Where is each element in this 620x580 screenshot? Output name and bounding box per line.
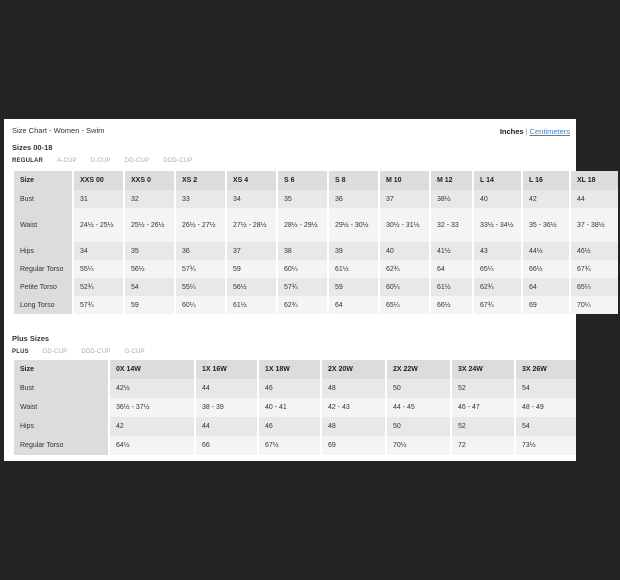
measurement-cell: 72 [452,436,514,455]
measurement-cell: 37 - 38½ [571,208,618,242]
measurement-cell: 50 [387,417,450,436]
regular-sizes-heading: Sizes 00-18 [12,143,53,152]
table-row [14,242,618,260]
measurement-cell: 48 - 49 [516,398,576,417]
size-header-cell: M 12 [431,171,472,190]
row-label: Regular Torso [14,436,108,455]
row-label: Waist [14,208,72,242]
unit-toggle [500,127,570,136]
measurement-cell: 44 [196,417,257,436]
measurement-cell: 42 [110,417,194,436]
regular-cup-tabs [12,158,192,164]
measurement-cell: 64 [431,260,472,278]
measurement-cell: 37 [227,242,276,260]
regular-tab-ddd-cup[interactable]: DDD-CUP [163,158,193,164]
measurement-cell: 52¾ [74,278,123,296]
measurement-cell: 54 [125,278,174,296]
measurement-cell: 40 [380,242,429,260]
measurement-cell: 38½ [431,190,472,208]
measurement-cell: 33½ - 34½ [474,208,521,242]
table-row [14,260,618,278]
plus-sizes-heading: Plus Sizes [12,334,50,343]
measurement-cell: 57¾ [278,278,327,296]
regular-tab-d-cup[interactable]: D-CUP [90,158,111,164]
measurement-cell: 64½ [110,436,194,455]
measurement-cell: 40 [474,190,521,208]
size-chart-panel [4,119,605,461]
measurement-cell: 48 [322,417,385,436]
size-header-cell: XL 18 [571,171,618,190]
size-header-cell: 3X 26W [516,360,576,379]
measurement-cell: 24½ - 25½ [74,208,123,242]
plus-cup-tabs [12,349,145,355]
measurement-cell: 59 [329,278,378,296]
measurement-cell: 37 [380,190,429,208]
measurement-cell: 70¼ [571,296,618,314]
row-label: Bust [14,379,108,398]
measurement-cell: 56½ [227,278,276,296]
measurement-cell: 42 [523,190,569,208]
row-label: Petite Torso [14,278,72,296]
measurement-cell: 50 [387,379,450,398]
table-row [14,436,576,455]
measurement-cell: 73½ [516,436,576,455]
size-column-header: Size [14,171,72,190]
measurement-cell: 44 [571,190,618,208]
size-header-cell: 1X 16W [196,360,257,379]
size-header-cell: S 8 [329,171,378,190]
measurement-cell: 38 - 39 [196,398,257,417]
measurement-cell: 26½ - 27½ [176,208,225,242]
measurement-cell: 34 [74,242,123,260]
row-label: Hips [14,242,72,260]
measurement-cell: 66½ [431,296,472,314]
measurement-cell: 28½ - 29½ [278,208,327,242]
measurement-cell: 27½ - 28½ [227,208,276,242]
table-row [14,296,618,314]
measurement-cell: 46½ [571,242,618,260]
measurement-cell: 44 - 45 [387,398,450,417]
measurement-cell: 54 [516,379,576,398]
size-header-cell: 1X 18W [259,360,320,379]
measurement-cell: 61½ [227,296,276,314]
measurement-cell: 29½ - 30½ [329,208,378,242]
measurement-cell: 64 [329,296,378,314]
regular-tab-a-cup[interactable]: A-CUP [57,158,77,164]
measurement-cell: 35 [278,190,327,208]
measurement-cell: 52 [452,379,514,398]
measurement-cell: 70½ [387,436,450,455]
measurement-cell: 25½ - 26½ [125,208,174,242]
measurement-cell: 65¼ [380,296,429,314]
size-header-cell: L 16 [523,171,569,190]
measurement-cell: 55¼ [74,260,123,278]
row-label: Regular Torso [14,260,72,278]
measurement-cell: 34 [227,190,276,208]
size-header-cell: XS 4 [227,171,276,190]
measurement-cell: 30½ - 31½ [380,208,429,242]
table-row [14,398,576,417]
measurement-cell: 55¼ [176,278,225,296]
regular-tab-regular[interactable]: REGULAR [12,158,44,164]
table-row [14,379,576,398]
measurement-cell: 66½ [523,260,569,278]
size-header-cell: M 10 [380,171,429,190]
page-title: Size Chart - Women - Swim [12,126,105,135]
measurement-cell: 67¾ [571,260,618,278]
measurement-cell: 62¾ [380,260,429,278]
regular-tab-dd-cup[interactable]: DD-CUP [124,158,150,164]
measurement-cell: 36 [176,242,225,260]
size-header-cell: L 14 [474,171,521,190]
measurement-cell: 69 [322,436,385,455]
table-header-row [14,360,576,379]
measurement-cell: 32 - 33 [431,208,472,242]
measurement-cell: 65¼ [571,278,618,296]
size-header-cell: 0X 14W [110,360,194,379]
size-header-cell: S 6 [278,171,327,190]
size-header-cell: 3X 24W [452,360,514,379]
measurement-cell: 62¾ [474,278,521,296]
unit-separator: | [525,127,528,136]
row-label: Long Torso [14,296,72,314]
measurement-cell: 42 - 43 [322,398,385,417]
size-column-header: Size [14,360,108,379]
measurement-cell: 32 [125,190,174,208]
measurement-cell: 54 [516,417,576,436]
plus-size-table [12,360,578,455]
measurement-cell: 43 [474,242,521,260]
size-header-cell: XXS 0 [125,171,174,190]
measurement-cell: 40 - 41 [259,398,320,417]
measurement-cell: 39 [329,242,378,260]
measurement-cell: 67½ [259,436,320,455]
size-header-cell: 2X 22W [387,360,450,379]
measurement-cell: 35 [125,242,174,260]
measurement-cell: 35 - 36½ [523,208,569,242]
size-header-cell: XXS 00 [74,171,123,190]
measurement-cell: 41½ [431,242,472,260]
measurement-cell: 61½ [329,260,378,278]
measurement-cell: 46 [259,417,320,436]
measurement-cell: 64 [523,278,569,296]
measurement-cell: 44½ [523,242,569,260]
plus-tab-plus[interactable]: PLUS [12,349,29,355]
measurement-cell: 61½ [431,278,472,296]
size-header-cell: XS 2 [176,171,225,190]
row-label: Waist [14,398,108,417]
measurement-cell: 69 [523,296,569,314]
measurement-cell: 60¼ [278,260,327,278]
table-row [14,278,618,296]
measurement-cell: 57¾ [176,260,225,278]
table-row [14,208,618,242]
table-row [14,417,576,436]
plus-tab-dd-cup[interactable]: DD-CUP [42,349,68,355]
measurement-cell: 52 [452,417,514,436]
measurement-cell: 33 [176,190,225,208]
table-header-row [14,171,618,190]
measurement-cell: 60¼ [380,278,429,296]
measurement-cell: 57¾ [74,296,123,314]
measurement-cell: 59 [227,260,276,278]
size-header-cell: 2X 20W [322,360,385,379]
plus-tab-ddd-cup[interactable]: DDD-CUP [81,349,111,355]
plus-tab-g-cup[interactable]: G-CUP [124,349,145,355]
measurement-cell: 31 [74,190,123,208]
row-label: Bust [14,190,72,208]
regular-size-table [12,171,620,314]
measurement-cell: 67¾ [474,296,521,314]
table-row [14,190,618,208]
measurement-cell: 42½ [110,379,194,398]
measurement-cell: 46 [259,379,320,398]
measurement-cell: 62¾ [278,296,327,314]
centimeters-link[interactable]: Centimeters [529,127,570,136]
measurement-cell: 56½ [125,260,174,278]
measurement-cell: 48 [322,379,385,398]
measurement-cell: 65¼ [474,260,521,278]
inches-link[interactable]: Inches [499,127,524,136]
measurement-cell: 46 - 47 [452,398,514,417]
row-label: Hips [14,417,108,436]
measurement-cell: 36 [329,190,378,208]
measurement-cell: 60¼ [176,296,225,314]
measurement-cell: 59 [125,296,174,314]
measurement-cell: 36½ - 37½ [110,398,194,417]
measurement-cell: 66 [196,436,257,455]
measurement-cell: 44 [196,379,257,398]
measurement-cell: 38 [278,242,327,260]
